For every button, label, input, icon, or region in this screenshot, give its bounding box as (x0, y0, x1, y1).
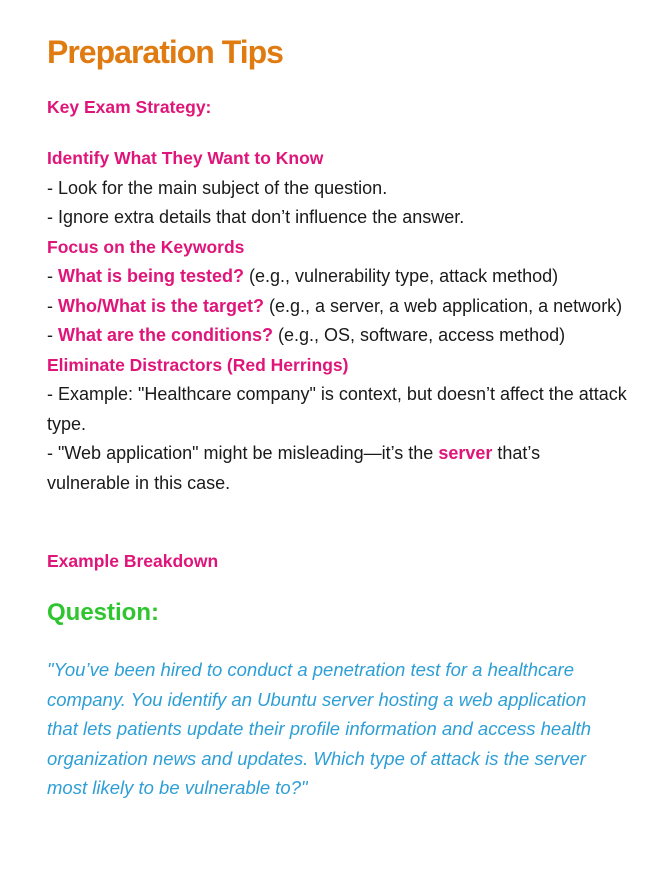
keyword-highlight: server (438, 443, 493, 463)
distractors-line-1: - Example: "Healthcare company" is context, but doesn’t affect the attack type. (47, 384, 627, 434)
distractors-heading: Eliminate Distractors (Red Herrings) (47, 354, 349, 375)
keyword-highlight: What are the conditions? (58, 325, 274, 345)
key-strategy-heading: Key Exam Strategy: (47, 97, 212, 117)
distractors-line-2: - "Web application" might be misleading—it’s the server that’s vulnerable in this case. (47, 443, 541, 493)
identify-heading: Identify What They Want to Know (47, 148, 324, 168)
example-breakdown-heading: Example Breakdown (47, 551, 219, 571)
identify-line-1: - Look for the main subject of the question. (47, 177, 388, 198)
page-title: Preparation Tips (47, 34, 283, 70)
identify-line-2: - Ignore extra details that don’t influence the answer. (47, 207, 465, 227)
keyword-highlight: What is being tested? (58, 266, 245, 286)
keyword-highlight: Who/What is the target? (58, 295, 264, 316)
question-text: "You’ve been hired to conduct a penetration test for a healthcare company. You identify an Ubuntu server hosting a web application that lets patients update their profile information and access health organization news and updates. Which type of attack is the server most likely to be vulnerable to?" (47, 659, 592, 798)
question-label: Question: (47, 599, 159, 626)
strategy-content (47, 144, 627, 498)
keywords-item-conditions: - What are the conditions? (e.g., OS, software, access method) (47, 325, 566, 345)
keywords-heading: Focus on the Keywords (47, 236, 245, 257)
keywords-item-tested: - What is being tested? (e.g., vulnerability type, attack method) (47, 266, 559, 286)
keywords-item-target: - Who/What is the target? (e.g., a server, a web application, a network) (47, 295, 623, 316)
